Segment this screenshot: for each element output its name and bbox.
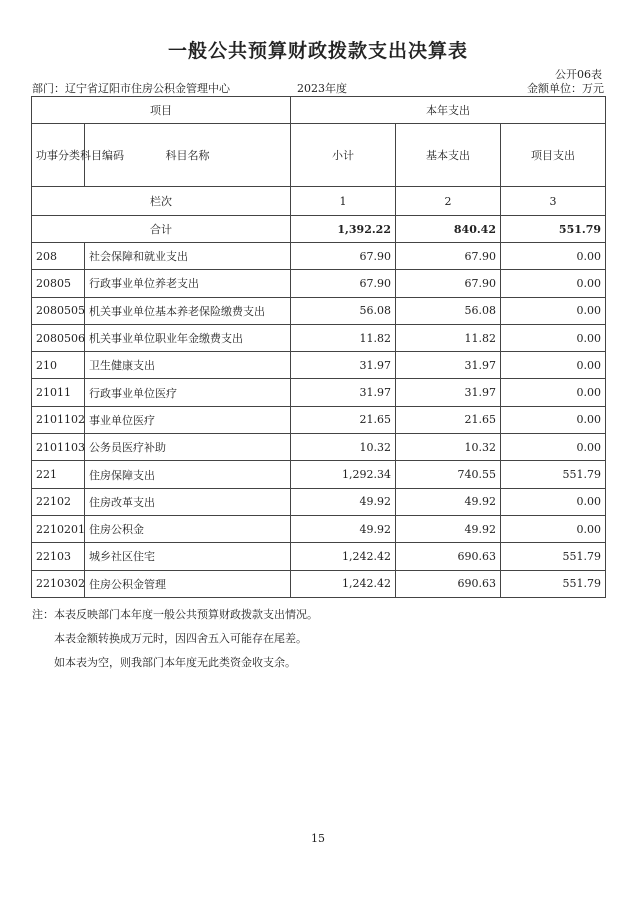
row-name: 事业单位医疗 (85, 406, 291, 433)
row-basic: 740.55 (396, 461, 501, 488)
header-subject-name: 科目名称 (85, 124, 291, 187)
row-project: 551.79 (501, 543, 606, 570)
row-code: 2210201 (32, 515, 85, 542)
row-basic: 31.97 (396, 379, 501, 406)
table-row (32, 243, 606, 270)
row-project: 551.79 (501, 461, 606, 488)
row-basic: 21.65 (396, 406, 501, 433)
department-label: 部门：辽宁省辽阳市住房公积金管理中心 (32, 82, 230, 95)
total-basic: 840.42 (396, 216, 501, 243)
table-row (32, 352, 606, 379)
row-name: 行政事业单位医疗 (85, 379, 291, 406)
year-label: 2023年度 (297, 82, 347, 95)
row-basic: 690.63 (396, 543, 501, 570)
table-row (32, 297, 606, 324)
row-code: 22102 (32, 488, 85, 515)
row-subtotal: 1,242.42 (291, 570, 396, 597)
row-code: 2080506 (32, 324, 85, 351)
row-name: 机关事业单位基本养老保险缴费支出 (85, 297, 291, 324)
page-number: 15 (311, 832, 325, 845)
row-name: 住房公积金管理 (85, 570, 291, 597)
row-project: 0.00 (501, 297, 606, 324)
table-row (32, 406, 606, 433)
header-col-1: 1 (291, 187, 396, 216)
header-row-order (32, 187, 606, 216)
row-project: 0.00 (501, 270, 606, 297)
row-name: 公务员医疗补助 (85, 434, 291, 461)
header-current-year-expense: 本年支出 (291, 97, 606, 124)
row-code: 2080505 (32, 297, 85, 324)
table-row (32, 543, 606, 570)
table-row (32, 515, 606, 542)
row-name: 城乡社区住宅 (85, 543, 291, 570)
table-row (32, 324, 606, 351)
row-basic: 11.82 (396, 324, 501, 351)
row-subtotal: 67.90 (291, 243, 396, 270)
table-row (32, 434, 606, 461)
row-code: 20805 (32, 270, 85, 297)
row-code: 210 (32, 352, 85, 379)
total-subtotal: 1,392.22 (291, 216, 396, 243)
total-row (32, 216, 606, 243)
meta-row (32, 80, 604, 94)
row-name: 住房保障支出 (85, 461, 291, 488)
row-subtotal: 56.08 (291, 297, 396, 324)
row-code: 2101102 (32, 406, 85, 433)
total-label: 合计 (32, 216, 291, 243)
row-code: 221 (32, 461, 85, 488)
row-code: 21011 (32, 379, 85, 406)
row-name: 社会保障和就业支出 (85, 243, 291, 270)
row-project: 0.00 (501, 406, 606, 433)
header-subtotal: 小计 (291, 124, 396, 187)
table-row (32, 270, 606, 297)
row-subtotal: 49.92 (291, 488, 396, 515)
header-col-3: 3 (501, 187, 606, 216)
row-basic: 10.32 (396, 434, 501, 461)
row-project: 0.00 (501, 352, 606, 379)
header-func-code: 功事分类科目编码 (32, 124, 85, 187)
table-row (32, 570, 606, 597)
row-project: 0.00 (501, 434, 606, 461)
row-subtotal: 31.97 (291, 352, 396, 379)
row-basic: 31.97 (396, 352, 501, 379)
notes (32, 603, 318, 675)
header-row-1 (32, 97, 606, 124)
row-name: 住房改革支出 (85, 488, 291, 515)
header-row-order-label: 栏次 (32, 187, 291, 216)
form-code: 公开06表 (555, 68, 602, 81)
row-basic: 56.08 (396, 297, 501, 324)
row-basic: 49.92 (396, 488, 501, 515)
row-code: 22103 (32, 543, 85, 570)
row-name: 行政事业单位养老支出 (85, 270, 291, 297)
page-title: 一般公共预算财政拨款支出决算表 (167, 40, 468, 62)
row-subtotal: 49.92 (291, 515, 396, 542)
expense-table (31, 96, 606, 598)
total-project: 551.79 (501, 216, 606, 243)
header-col-2: 2 (396, 187, 501, 216)
unit-label: 金额单位：万元 (527, 82, 604, 95)
note-line: 如本表为空，则我部门本年度无此类资金收支余。 (54, 656, 296, 669)
row-basic: 690.63 (396, 570, 501, 597)
header-project-expense: 项目支出 (501, 124, 606, 187)
row-subtotal: 31.97 (291, 379, 396, 406)
row-project: 0.00 (501, 243, 606, 270)
row-basic: 67.90 (396, 270, 501, 297)
row-subtotal: 11.82 (291, 324, 396, 351)
row-basic: 67.90 (396, 243, 501, 270)
row-code: 2210302 (32, 570, 85, 597)
header-basic-expense: 基本支出 (396, 124, 501, 187)
table-row (32, 488, 606, 515)
row-project: 0.00 (501, 379, 606, 406)
row-name: 机关事业单位职业年金缴费支出 (85, 324, 291, 351)
row-project: 0.00 (501, 324, 606, 351)
row-subtotal: 1,242.42 (291, 543, 396, 570)
table-row (32, 379, 606, 406)
header-row-2 (32, 124, 606, 187)
row-subtotal: 67.90 (291, 270, 396, 297)
row-subtotal: 21.65 (291, 406, 396, 433)
row-name: 住房公积金 (85, 515, 291, 542)
row-code: 208 (32, 243, 85, 270)
note-line: 本表金额转换成万元时，因四舍五入可能存在尾差。 (54, 632, 307, 645)
row-project: 0.00 (501, 488, 606, 515)
row-basic: 49.92 (396, 515, 501, 542)
row-project: 0.00 (501, 515, 606, 542)
row-subtotal: 1,292.34 (291, 461, 396, 488)
note-line: 注：本表反映部门本年度一般公共预算财政拨款支出情况。 (32, 608, 318, 621)
header-item: 项目 (32, 97, 291, 124)
row-name: 卫生健康支出 (85, 352, 291, 379)
row-code: 2101103 (32, 434, 85, 461)
row-project: 551.79 (501, 570, 606, 597)
table-row (32, 461, 606, 488)
row-subtotal: 10.32 (291, 434, 396, 461)
